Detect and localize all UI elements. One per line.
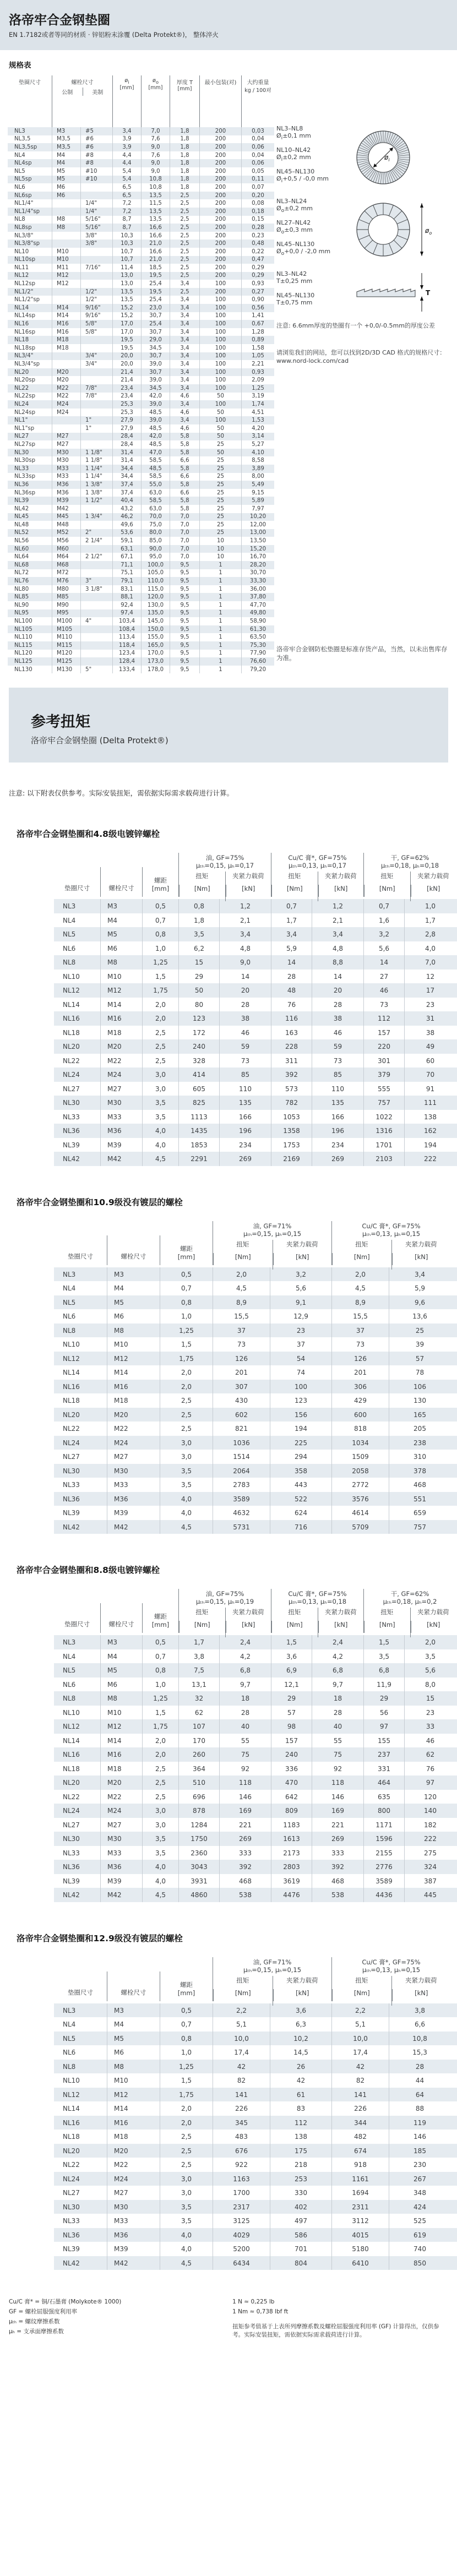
page-subtitle: EN 1.7182或者等同的材质 · 锌铝粉末涂覆 (Delta Protekt®)， 整体淬火 [9,31,219,39]
table-row: NL100 M100 4" 103,4 145,0 9,5 1 58,90 [8,617,274,625]
group-oil: 油, GF=75% μₜₕ=0,15, μₕ=0,19 扭矩 [Nm] 夹紧力载荷 [kN] [178,1589,271,1633]
table-row: NL12 M12 1,75 126 54 126 57 [54,1352,457,1366]
table-row: NL4 M4 0,7 3,8 4,2 3,6 4,2 3,5 3,5 [54,1649,457,1664]
table-row: NL8 M8 1,25 37 23 37 25 [54,1324,457,1338]
table-row: NL22 M22 2,5 328 73 311 73 301 60 [54,1054,457,1068]
table-row: NL5 M5 #10 5,4 9,0 1,8 200 0,05 [8,167,274,176]
table-row: NL5 M5 0,8 10,0 10,2 10,0 10,8 [54,2032,457,2046]
table-row: NL33 M33 3,5 2360 333 2173 333 2155 275 [54,1846,457,1860]
spec-table-body [8,127,274,673]
table-row: NL33 M33 3,5 1113 166 1053 166 1022 138 [54,1110,457,1124]
spec-table-header [8,75,274,127]
table-row: NL90 M90 92,4 130,0 9,5 1 47,70 [8,601,274,609]
table-row: NL5 M5 0,8 8,9 9,1 8,9 9,6 [54,1295,457,1310]
table-row: NL4 M4 #8 4,4 7,6 1,8 200 0,04 [8,151,274,160]
table-row: NL5 M5 0,8 7,5 6,8 6,9 6,8 6,8 5,6 [54,1663,457,1678]
table-row: NL30sp M30 1 1/8" 31,4 58,5 6,6 25 8,58 [8,456,274,465]
table-row: NL33sp M33 1 1/4" 34,4 58,5 6,6 25 8,00 [8,473,274,481]
col-clamp-load: 夹紧力载荷 [kN] [225,872,271,901]
table-row: NL6 M6 1,0 6,2 4,8 5,9 4,8 5,6 4,0 [54,941,457,956]
tolerance-note: NL45–NL130 T±0,75 mm [276,292,315,307]
torque-disclaimer: 扭矩参考值基于上表所列摩擦系数及螺栓屈服强度利用率 (GF) 计算得出，仅供参考。实际安装扭矩，需依据实际需求载荷进行计算。 [232,2323,439,2339]
table-row: NL36 M36 4,0 3043 392 2803 392 2776 324 [54,1860,457,1874]
col-washer-size: 垫圈尺寸 [64,884,90,892]
table-row: NL18 M18 2,5 364 92 336 92 331 76 [54,1762,457,1776]
cam-washer-icon [352,199,435,260]
table-row: NL6 M6 1,0 15,5 12,9 15,5 13,6 [54,1309,457,1324]
outer-diameter-diagram-block [276,198,456,263]
page-title: 洛帝牢合金钢垫圈 [9,13,110,28]
table-row: NL14 M14 2,0 80 28 76 28 73 23 [54,998,457,1012]
col-clamp-load: 夹紧力载荷 [kN] [318,1608,364,1637]
group-cuc-paste: Cu/C 膏*, GF=75% μₜₕ=0,13, μₕ=0,17 扭矩 [Nm] 夹紧力载荷 [kN] [271,853,363,897]
table-row: NL10 M10 10,7 16,6 2,5 200 0,22 [8,248,274,256]
tolerance-note: NL3–NL8 $Ø_i\pm 0,1$ mm [276,125,311,141]
col-torque: 扭矩 [Nm] [271,1608,318,1637]
table-row: NL12 M12 13,0 19,5 2,5 200 0,29 [8,272,274,280]
tolerance-note: NL3–NL24 $Ø_o\pm 0,2$ mm [276,197,313,214]
tolerance-note: NL10–NL42 $Ø_i\pm 0,2$ mm [276,146,311,163]
table-header [54,1221,457,1265]
table-row: NL16 M16 2,0 345 112 344 119 [54,2116,457,2130]
table-row: NL64 M64 2 1/2" 67,1 95,0 7,0 10 16,70 [8,553,274,561]
table-row: NL16 M16 2,0 123 38 116 38 112 31 [54,1011,457,1026]
footnotes [9,2297,448,2362]
svg-text:øo: $ø_o$ [425,227,432,236]
conversion-n-lb: 1 N ≈ 0,225 lb [232,2299,275,2306]
table-row: NL6sp M6 6,5 13,5 2,5 200 0,20 [8,192,274,200]
table-row: NL76 M76 3" 79,1 110,0 9,5 1 33,30 [8,577,274,585]
table-row: NL80 M80 3 1/8" 83,1 115,0 9,5 1 36,00 [8,585,274,593]
table-row: NL27 M27 3,0 1284 221 1183 221 1171 182 [54,1818,457,1832]
col-bolt-size: 螺栓尺寸 [100,1603,142,1633]
table-row: NL24sp M24 25,3 48,5 4,6 50 4,51 [8,409,274,417]
table-row: NL27 M27 28,4 42,0 5,8 50 3,14 [8,433,274,441]
table-row: NL42 M42 4,5 2291 269 2169 269 2103 222 [54,1152,457,1166]
col-clamp-load: 夹紧力载荷 [kN] [273,1976,332,2006]
table-row: NL27 M27 3,0 605 110 573 110 555 91 [54,1082,457,1096]
table-row: NL27sp M27 28,4 48,5 5,8 25 5,27 [8,440,274,449]
table-row: NL30 M30 3,5 825 135 782 135 757 111 [54,1096,457,1110]
table-row: NL12 M12 1,75 141 61 141 64 [54,2088,457,2102]
group-oil: 油, GF=75% μₜₕ=0,15, μₕ=0,17 扭矩 [Nm] 夹紧力载荷 [kN] [178,853,271,897]
table-row: NL130 M130 5" 133,4 178,0 9,5 1 79,20 [8,666,274,674]
table-row: NL36 M36 1 3/8" 37,4 55,0 5,8 25 5,49 [8,481,274,489]
tolerance-note: NL45–NL130 $Ø_i+0,5 / -0,0$ mm [276,168,329,184]
table-row: NL39 M39 4,0 4632 624 4614 659 [54,1506,457,1520]
table-row: NL18 M18 2,5 172 46 163 46 157 38 [54,1026,457,1040]
table-row: NL1/4" 1/4" 7,2 11,5 2,5 200 0,08 [8,199,274,208]
torque-table-10-9 [54,1221,457,1534]
table-row: NL8 M8 1,25 42 26 42 28 [54,2060,457,2074]
table-row: NL6 M6 6,5 10,8 1,8 200 0,07 [8,183,274,192]
col-clamp-load: 夹紧力载荷 [kN] [391,1976,451,2006]
inner-diameter-diagram-block [276,125,456,190]
table-3-heading: 洛帝牢合金钢垫圈和8.8级电镀锌螺栓 [17,1565,160,1576]
table-row: NL115 M115 118,4 165,0 9,5 1 75,30 [8,641,274,650]
group-cuc-paste: Cu/C 膏*, GF=75% μₜₕ=0,13, μₕ=0,15 扭矩 [Nm] 夹紧力载荷 [kN] [331,1957,450,2001]
table-row: NL33 M33 1 1/4" 34,4 48,5 5,8 25 3,89 [8,465,274,473]
table-row: NL20 M20 2,5 240 59 228 59 220 49 [54,1039,457,1054]
cad-note: 请浏览我们的网站，您可以找到2D/3D CAD 格式的规格尺寸：www.nord-lock.com/cad [276,349,446,365]
table-row: NL48 M48 49,6 75,0 7,0 25 12,00 [8,521,274,529]
table-row: NL42 M42 4,5 5731 716 5709 757 [54,1520,457,1534]
table-row: NL30 M30 1 1/8" 31,4 47,0 5,8 50 4,10 [8,449,274,457]
table-row: NL39 M39 4,0 1853 234 1753 234 1701 194 [54,1138,457,1152]
table-row: NL27 M27 3,0 1514 294 1509 310 [54,1450,457,1464]
table-header [54,1589,457,1633]
table-row: NL120 M120 123,4 170,0 9,5 1 77,90 [8,650,274,658]
table-row: NL68 M68 71,1 100,0 9,5 1 28,20 [8,561,274,569]
spec-section [0,59,457,673]
table-row: NL8 M8 1,25 32 18 29 18 29 15 [54,1691,457,1706]
table-row: NL18 M18 2,5 430 123 429 130 [54,1393,457,1408]
col-washer-size: 垫圈尺寸 [68,1252,93,1260]
col-pitch: 螺距 [mm] [160,1235,213,1265]
table-row: NL42 M42 4,5 6434 804 6410 850 [54,2256,457,2270]
table-row: NL8 M8 5/16" 8,7 13,5 2,5 200 0,15 [8,216,274,224]
col-clamp-load: 夹紧力载荷 [kN] [318,872,364,901]
table-row: NL36sp M36 1 3/8" 37,4 63,0 6,6 25 9,15 [8,489,274,497]
table-row: NL3/8"sp 3/8" 10,3 21,0 2,5 200 0,48 [8,239,274,248]
washer-profile-icon [352,270,435,314]
col-imperial: 美制 [83,88,113,96]
torque-table-8-8 [54,1589,457,1902]
col-clamp-load: 夹紧力载荷 [kN] [410,1608,456,1637]
table-body [54,1267,457,1534]
group-dry: 干, GF=62% μₜₕ=0,18, μₕ=0,2 扭矩 [Nm] 夹紧力载荷 [kN] [363,1589,456,1633]
table-row: NL10 M10 1,5 62 28 57 28 56 23 [54,1706,457,1720]
col-inner-diameter: $ø_i$ [mm] [112,75,141,127]
table-row: NL16 M16 2,0 260 75 240 75 237 62 [54,1747,457,1762]
col-min-pack: 最小包装(对) [199,75,241,127]
col-torque: 扭矩 [Nm] [332,1240,391,1270]
table-row: NL20 M20 2,5 602 156 600 165 [54,1408,457,1422]
table-body [54,1635,457,1902]
table-row: NL6 M6 1,0 17,4 14,5 17,4 15,3 [54,2045,457,2060]
col-torque: 扭矩 [Nm] [364,1608,410,1637]
table-row: NL36 M36 4,0 1435 196 1358 196 1316 162 [54,1124,457,1138]
torque-section [0,688,457,2362]
col-pitch: 螺距 [mm] [142,1603,178,1633]
torque-table-12-9 [54,1957,457,2270]
table-row: NL85 M85 88,1 120,0 9,5 1 37,80 [8,593,274,601]
table-row: NL42 M42 43,2 63,0 5,8 25 7,97 [8,505,274,513]
group-cuc-paste: Cu/C 膏*, GF=75% μₜₕ=0,13, μₕ=0,15 扭矩 [Nm] 夹紧力载荷 [kN] [331,1221,450,1265]
table-row: NL39 M39 4,0 3931 468 3619 468 3589 387 [54,1874,457,1888]
table-row: NL110 M110 113,4 155,0 9,5 1 63,50 [8,633,274,641]
table-row: NL20 M20 2,5 510 118 470 118 464 97 [54,1776,457,1790]
torque-table-4-8 [54,853,457,1166]
table-row: NL22 M22 7/8" 23,4 34,5 3,4 100 1,25 [8,384,274,393]
footnote-cuc: Cu/C 膏* = 铜/石墨膏 (Molykote® 1000) [9,2299,122,2306]
serrated-washer-icon [352,127,414,188]
table-row: NL95 M95 97,4 135,0 9,5 1 49,80 [8,609,274,618]
torque-notice: 注意: 以下附表仅供参考。实际安装扭矩，需依据实际需求载荷进行计算。 [9,789,234,798]
table-row: NL3/4" 3/4" 20,0 30,7 3,4 100 1,05 [8,352,274,361]
table-row: NL14 M14 2,0 201 74 201 78 [54,1365,457,1380]
col-pitch: 螺距 [mm] [142,867,178,897]
tolerance-note: NL45–NL130 $Ø_o+0,0 / -2,0$ mm [276,240,331,257]
table-row: NL4 M4 0,7 4,5 5,6 4,5 5,9 [54,1281,457,1295]
tolerance-note: NL27–NL42 $Ø_o\pm 0,3$ mm [276,219,313,235]
spec-table [8,75,274,673]
footnote-mu-th: μₜₕ = 螺纹摩擦系数 [9,2318,60,2326]
table-row: NL14 M14 2,0 226 83 226 88 [54,2101,457,2116]
table-row: NL10sp M10 10,7 21,0 2,5 200 0,47 [8,256,274,264]
table-row: NL8 M8 1,25 15 9,0 14 8,8 14 7,0 [54,955,457,970]
table-row: NL5 M5 0,8 3,5 3,4 3,4 3,4 3,2 2,8 [54,927,457,941]
table-row: NL3 M3 0,5 1,7 2,4 1,5 2,4 1,5 2,0 [54,1635,457,1649]
table-row: NL16sp M16 5/8" 17,0 30,7 3,4 100 1,28 [8,328,274,336]
table-row: NL3 M3 0,5 2,2 3,6 2,2 3,8 [54,2003,457,2018]
table-row: NL42 M42 4,5 4860 538 4476 538 4436 445 [54,1888,457,1902]
table-1-heading: 洛帝牢合金钢垫圈和4.8级电镀锌螺栓 [17,829,160,840]
col-torque: 扭矩 [Nm] [213,1976,273,2006]
col-bolt-size: 螺栓尺寸 [107,1972,160,2001]
table-row: NL24 M24 3,0 1163 253 1161 267 [54,2172,457,2186]
table-row: NL16 M16 2,0 307 100 306 106 [54,1380,457,1394]
table-row: NL4 M4 0,7 1,8 2,1 1,7 2,1 1,6 1,7 [54,913,457,928]
table-row: NL1" 1" 27,9 39,0 3,4 100 1,53 [8,416,274,424]
table-row: NL33 M33 3,5 3125 497 3112 525 [54,2214,457,2228]
table-row: NL4 M4 0,7 5,1 6,3 5,1 6,6 [54,2017,457,2032]
group-dry: 干, GF=62% μₜₕ=0,18, μₕ=0,18 扭矩 [Nm] 夹紧力载荷 [kN] [363,853,456,897]
table-row: NL14 M14 2,0 170 55 157 55 155 46 [54,1734,457,1748]
col-torque: 扭矩 [Nm] [213,1240,273,1270]
table-row: NL10 M10 1,5 73 37 73 39 [54,1337,457,1352]
table-row: NL3 M3 0,5 0,8 1,2 0,7 1,2 0,7 1,0 [54,899,457,913]
col-bolt-size: 螺栓尺寸 [100,867,142,897]
table-row: NL27 M27 3,0 1700 330 1694 348 [54,2186,457,2200]
group-oil: 油, GF=71% μₜₕ=0,15, μₕ=0,15 扭矩 [Nm] 夹紧力载荷 [kN] [213,1221,331,1265]
table-row: NL105 M105 108,4 150,0 9,5 1 61,30 [8,625,274,634]
col-outer-diameter: $ø_o$ [mm] [141,75,170,127]
table-row: NL3,5sp M3,5 #6 3,9 9,0 1,8 200 0,06 [8,143,274,151]
table-row: NL8sp M8 5/16" 8,7 16,6 2,5 200 0,28 [8,224,274,232]
footnote-gf: GF = 螺栓屈服强度利用率 [9,2308,78,2316]
table-row: NL45 M45 1 3/4" 46,2 70,0 7,0 25 10,20 [8,513,274,521]
table-header [54,853,457,897]
col-clamp-load: 夹紧力载荷 [kN] [225,1608,271,1637]
conversion-nm-lbfft: 1 Nm ≈ 0,738 lbf ft [232,2308,289,2316]
table-row: NL3,5 M3,5 #6 3,9 7,6 1,8 200 0,04 [8,135,274,144]
table-row: NL20 M20 21,4 30,7 3,4 100 0,93 [8,368,274,377]
table-row: NL3/8" 3/8" 10,3 16,6 2,5 200 0,23 [8,232,274,240]
group-oil: 油, GF=71% μₜₕ=0,15, μₕ=0,15 扭矩 [Nm] 夹紧力载荷 [kN] [213,1957,331,2001]
table-row: NL18sp M18 19,5 34,5 3,4 100 1,58 [8,344,274,352]
col-thickness: 厚度 T [mm] [170,75,199,127]
table-row: NL36 M36 4,0 4029 586 4015 619 [54,2228,457,2242]
col-torque: 扭矩 [Nm] [271,872,318,901]
col-pitch: 螺距 [mm] [160,1972,213,2001]
table-row: NL36 M36 4,0 3589 522 3576 551 [54,1492,457,1506]
thickness-diagram-block [276,270,456,314]
table-row: NL72 M72 75,1 105,0 9,5 1 30,70 [8,569,274,578]
table-row: NL39 M39 1 1/2" 40,4 58,5 5,8 25 5,89 [8,497,274,505]
table-row: NL4sp M4 #8 4,4 9,0 1,8 200 0,06 [8,159,274,167]
thickness-tolerance-note: 注意: 6.6mm厚度的垫圈有一个 +0,0/-0.5mm的厚度公差 [276,322,435,330]
spec-heading: 规格表 [9,61,31,70]
table-row: NL10 M10 1,5 29 14 28 14 27 12 [54,970,457,984]
table-row: NL20 M20 2,5 676 175 674 185 [54,2144,457,2158]
col-torque: 扭矩 [Nm] [364,872,410,901]
table-row: NL18 M18 2,5 483 138 482 146 [54,2130,457,2144]
torque-band [9,688,448,763]
table-body [54,2003,457,2270]
col-clamp-load: 夹紧力载荷 [kN] [391,1240,451,1270]
col-bolt-size: 螺栓尺寸 [107,1235,160,1265]
table-row: NL18 M18 19,5 29,0 3,4 100 0,89 [8,336,274,344]
table-row: NL3/4"sp 3/4" 20,0 39,0 3,4 100 2,21 [8,360,274,368]
table-row: NL12 M12 1,75 107 40 98 40 97 33 [54,1719,457,1734]
table-row: NL12 M12 1,75 50 20 48 20 46 17 [54,983,457,998]
table-body [54,899,457,1166]
col-clamp-load: 夹紧力载荷 [kN] [410,872,456,901]
table-row: NL11 M11 7/16" 11,4 18,5 2,5 200 0,29 [8,264,274,272]
table-row: NL22 M22 2,5 821 194 818 205 [54,1422,457,1436]
table-2-heading: 洛帝牢合金钢垫圈和10.9级没有镀层的螺栓 [17,1197,183,1207]
table-row: NL1"sp 1" 27,9 48,5 4,6 50 4,20 [8,424,274,433]
col-washer-size: 垫圈尺寸 [68,1988,93,1996]
table-row: NL24 M24 3,0 414 85 392 85 379 70 [54,1068,457,1082]
col-torque: 扭矩 [Nm] [179,872,225,901]
table-row: NL22sp M22 7/8" 23,4 42,0 4,6 50 3,19 [8,393,274,401]
table-row: NL1/2" 1/2" 13,5 19,5 2,5 200 0,27 [8,288,274,296]
table-row: NL14 M14 9/16" 15,2 23,0 3,4 100 0,56 [8,304,274,312]
table-row: NL12sp M12 13,0 25,4 3,4 100 0,93 [8,280,274,288]
table-row: NL3 M3 #5 3,4 7,0 1,8 200 0,03 [8,127,274,135]
col-washer-size: 垫圈尺寸 [64,1620,90,1629]
table-row: NL1/4"sp 1/4" 7,2 13,5 2,5 200 0,18 [8,208,274,216]
table-row: NL22 M22 2,5 696 146 642 146 635 120 [54,1790,457,1804]
page-header [0,0,457,50]
table-row: NL5sp M5 #10 5,4 10,8 1,8 200 0,11 [8,176,274,184]
col-clamp-load: 夹紧力载荷 [kN] [273,1240,332,1270]
table-row: NL52 M52 2" 53,6 80,0 7,0 25 13,00 [8,529,274,537]
table-row: NL56 M56 2 1/4" 59,1 85,0 7,0 10 13,50 [8,537,274,545]
col-torque: 扭矩 [Nm] [332,1976,391,2006]
table-row: NL30 M30 3,5 1750 269 1613 269 1596 222 [54,1832,457,1846]
table-row: NL3 M3 0,5 2,0 3,2 2,0 3,4 [54,1267,457,1282]
col-torque: 扭矩 [Nm] [179,1608,225,1637]
table-row: NL6 M6 1,0 13,1 9,7 12,1 9,7 11,9 8,0 [54,1678,457,1692]
table-row: NL33 M33 3,5 2783 443 2772 468 [54,1478,457,1492]
table-row: NL24 M24 3,0 878 169 809 169 800 140 [54,1804,457,1818]
table-row: NL30 M30 3,5 2317 402 2311 424 [54,2200,457,2214]
table-row: NL125 M125 128,4 173,0 9,5 1 76,60 [8,657,274,666]
torque-title: 参考扭矩 [31,714,90,731]
svg-text:T: T [426,289,431,297]
table-row: NL24 M24 3,0 1036 225 1034 238 [54,1436,457,1450]
tolerance-note: NL3–NL42 T±0,25 mm [276,270,313,285]
col-weight: 大约重量 kg / 100对 [241,75,274,127]
table-row: NL30 M30 3,5 2064 358 2058 378 [54,1464,457,1478]
stock-note: 洛帝牢合金钢防松垫圈是标准存货产品，当然，以未出售库存为准。 [276,645,448,662]
footnote-mu-h: μₕ = 支承面摩擦系数 [9,2328,64,2335]
table-row: NL60 M60 63,1 90,0 7,0 10 15,20 [8,545,274,553]
svg-text:øi: $ø_i$ [384,153,390,162]
table-row: NL14sp M14 9/16" 15,2 30,7 3,4 100 1,41 [8,312,274,320]
table-4-heading: 洛帝牢合金钢垫圈和12.9级没有镀层的螺栓 [17,1933,183,1943]
table-row: NL10 M10 1,5 82 42 82 44 [54,2073,457,2088]
table-row: NL24 M24 25,3 39,0 3,4 100 1,74 [8,400,274,409]
table-header [54,1957,457,2001]
col-washer-size: 垫圈尺寸 [19,80,41,86]
col-bolt-size: 螺栓尺寸 公制 美制 [52,75,112,127]
table-row: NL39 M39 4,0 5200 701 5180 740 [54,2242,457,2256]
group-cuc-paste: Cu/C 膏*, GF=75% μₜₕ=0,13, μₕ=0,18 扭矩 [Nm] 夹紧力载荷 [kN] [271,1589,363,1633]
table-row: NL22 M22 2,5 922 218 918 230 [54,2158,457,2172]
torque-subtitle: 洛帝牢合金钢垫圈 (Delta Protekt®) [31,736,168,746]
spec-side-notes [276,125,456,371]
table-row: NL20sp M20 21,4 39,0 3,4 100 2,09 [8,376,274,384]
table-row: NL16 M16 5/8" 17,0 25,4 3,4 100 0,67 [8,320,274,328]
col-metric: 公制 [62,90,73,96]
table-row: NL1/2"sp 1/2" 13,5 25,4 3,4 100 0,90 [8,296,274,304]
